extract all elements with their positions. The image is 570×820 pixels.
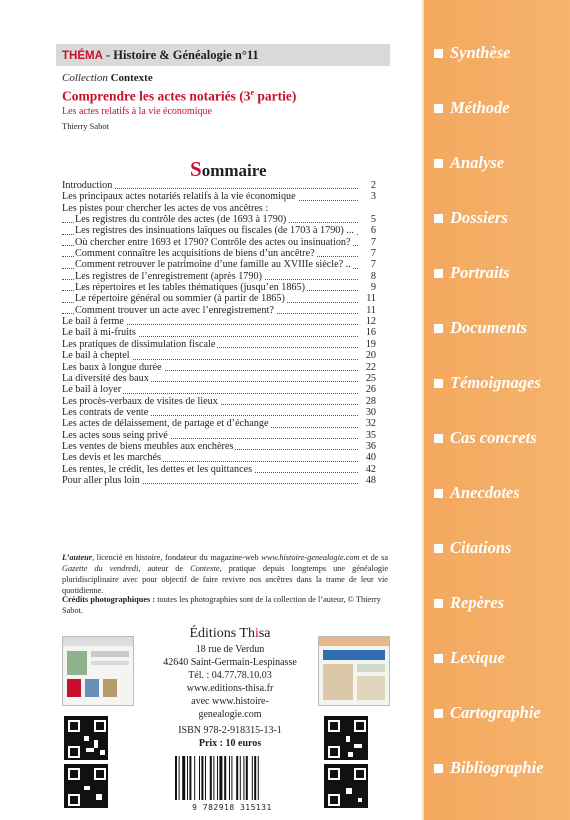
bullet-square-icon — [434, 654, 443, 663]
toc-page-number: 7 — [368, 248, 376, 259]
feature-item — [434, 260, 570, 315]
barcode-bar — [210, 756, 212, 800]
toc-label: Les pratiques de dissimulation fiscale — [62, 338, 216, 350]
barcode-bar — [189, 756, 191, 800]
barcode-bar — [179, 756, 180, 800]
toc-row — [62, 475, 376, 486]
feature-item — [434, 370, 570, 425]
book-title-sup: e — [250, 88, 255, 97]
toc-row — [62, 418, 376, 429]
barcode-bar — [201, 756, 203, 800]
bullet-square-icon — [434, 544, 443, 553]
toc-row — [62, 327, 376, 338]
feature-item — [434, 315, 570, 370]
toc-label: La diversité des baux — [62, 372, 149, 384]
toc-page-number: 22 — [363, 362, 376, 373]
toc-page-number: 8 — [368, 271, 376, 282]
bullet-square-icon — [434, 324, 443, 333]
toc-label: Les contrats de vente — [62, 406, 149, 418]
feature-item — [434, 150, 570, 205]
toc-row — [62, 350, 376, 361]
feature-item — [434, 95, 570, 150]
toc-label: Les registres de l’enregistrement (après 1790) — [75, 270, 262, 282]
barcode-bar — [246, 756, 248, 800]
author-note-gazette: Gazette du vendredi — [62, 564, 139, 573]
publisher-city: 42640 Saint-Germain-Lespinasse — [163, 657, 297, 668]
barcode-icon — [173, 756, 291, 808]
barcode-bar — [199, 756, 200, 800]
feature-item — [434, 480, 570, 535]
barcode-bar — [217, 756, 218, 800]
barcode-bar — [240, 756, 241, 800]
toc-row — [62, 180, 376, 191]
toc-page-number: 36 — [363, 441, 376, 452]
toc-row — [62, 430, 376, 441]
sommaire-rest: ommaire — [201, 161, 267, 180]
barcode-bar — [224, 756, 226, 800]
barcode-bar — [205, 756, 206, 800]
qr-code-right-icon — [324, 716, 368, 760]
toc-page-number: 6 — [368, 225, 376, 236]
toc-page-number: 32 — [363, 418, 376, 429]
toc-page-number: 11 — [363, 305, 376, 316]
barcode-bar — [175, 756, 177, 800]
bullet-square-icon — [434, 379, 443, 388]
feature-item — [434, 590, 570, 645]
feature-label: Portraits — [450, 263, 510, 282]
barcode-bar — [187, 756, 188, 800]
feature-label: Bibliographie — [450, 758, 544, 777]
book-title-end: partie) — [254, 88, 297, 104]
bullet-square-icon — [434, 159, 443, 168]
toc-page-number: 3 — [368, 191, 376, 202]
toc-page-number: 26 — [363, 384, 376, 395]
toc-label: Les rentes, le crédit, les dettes et les quittances — [62, 463, 253, 475]
series-header-bar — [56, 44, 390, 66]
toc-page-number: 7 — [368, 237, 376, 248]
feature-item — [434, 535, 570, 590]
feature-label: Analyse — [450, 153, 505, 172]
website-thumbnail-right — [318, 636, 390, 706]
author-note-text: , pratique depuis longtemps une généalogie pluridisciplinaire avec pour objectif de faire revivre nos ancêtres dans la trame de leur vie quotidienne. — [62, 564, 389, 595]
toc-label: Les registres des insinuations laïques ou fiscales (de 1703 à 1790) ... — [75, 225, 354, 237]
toc-row — [62, 464, 376, 475]
toc-label: Les procès-verbaux de visites de lieux — [62, 395, 218, 407]
publisher-block — [160, 625, 300, 721]
toc-row — [62, 452, 376, 463]
barcode-bar — [236, 756, 238, 800]
toc-row — [62, 237, 376, 248]
feature-label: Anecdotes — [450, 483, 520, 502]
toc-label: Le bail à loyer — [62, 384, 122, 396]
toc-label: Le bail à mi-fruits — [62, 327, 136, 339]
toc-label: Où chercher entre 1693 et 1790? Contrôle des actes ou insinuation? — [75, 236, 351, 248]
book-subtitle: Les actes relatifs à la vie économique — [62, 106, 212, 117]
toc-label: Les registres du contrôle des actes (de 1693 à 1790) — [75, 214, 287, 226]
toc-row — [62, 191, 376, 202]
toc-row — [62, 225, 376, 236]
collection-line — [62, 72, 153, 84]
toc-page-number: 40 — [363, 452, 376, 463]
feature-item — [434, 700, 570, 755]
toc-row — [62, 441, 376, 452]
toc-label: Comment connaître les acquisitions de biens d’un ancêtre? — [75, 248, 315, 260]
barcode-bar — [243, 756, 244, 800]
toc-row — [62, 282, 376, 293]
toc-page-number: 48 — [363, 475, 376, 486]
toc-row — [62, 373, 376, 384]
toc-row — [62, 214, 376, 225]
toc-row — [62, 293, 376, 304]
barcode-bar — [219, 756, 222, 800]
qr-code-left-lower-icon — [64, 764, 108, 808]
feature-label: Témoignages — [450, 373, 541, 392]
toc-row — [62, 396, 376, 407]
barcode-bar — [182, 756, 185, 800]
collection-prefix: Collection — [62, 72, 108, 84]
toc-label: Le bail à ferme — [62, 316, 124, 328]
toc-row — [62, 259, 376, 270]
barcode-number: 9 782918 315131 — [192, 803, 272, 812]
toc-label: Les actes de délaissement, de partage et d’échange — [62, 418, 269, 430]
qr-code-left-icon — [64, 716, 108, 760]
author-note-contexte: Contexte — [190, 564, 220, 573]
toc-page-number: 25 — [363, 373, 376, 384]
toc-label: Les ventes de biens meubles aux enchères — [62, 440, 234, 452]
barcode-bar — [231, 756, 232, 800]
barcode-bar — [229, 756, 230, 800]
publisher-phone: Tél. : 04.77.78.10.03 — [188, 670, 272, 681]
toc-row — [62, 248, 376, 259]
book-title — [62, 88, 296, 105]
toc-label: Les baux à longue durée — [62, 361, 162, 373]
toc-page-number: 30 — [363, 407, 376, 418]
toc-row — [62, 271, 376, 282]
barcode-bar — [254, 756, 256, 800]
feature-label: Citations — [450, 538, 512, 557]
table-of-contents — [62, 180, 376, 486]
bullet-square-icon — [434, 599, 443, 608]
toc-page-number: 16 — [363, 327, 376, 338]
author-note-text: et de sa — [359, 553, 389, 562]
publisher-name: Éditions Thisa — [189, 626, 271, 641]
publisher-street: 18 rue de Verdun — [195, 644, 265, 655]
feature-list — [434, 40, 570, 810]
collection-name: Contexte — [110, 72, 153, 84]
feature-label: Cas concrets — [450, 428, 537, 447]
barcode-bar — [213, 756, 214, 800]
price: Prix : 10 euros — [198, 738, 262, 749]
feature-item — [434, 425, 570, 480]
toc-label: Comment retrouver le patrimoine d’une famille au XVIIIe siècle? .. — [75, 259, 351, 271]
bullet-square-icon — [434, 709, 443, 718]
feature-label: Repères — [450, 593, 505, 612]
toc-page-number: 28 — [363, 396, 376, 407]
toc-page-number: 20 — [363, 350, 376, 361]
toc-row — [62, 339, 376, 350]
toc-label: Les répertoires et les tables thématiques (jusqu’en 1865) — [75, 282, 305, 294]
feature-label: Documents — [450, 318, 528, 337]
author-note-text: , licencié en histoire, fondateur du magazine-web — [91, 553, 262, 562]
publisher-website: www.editions-thisa.fr — [186, 683, 274, 694]
feature-item — [434, 40, 570, 95]
isbn-number: ISBN 978-2-918315-13-1 — [178, 725, 282, 736]
bullet-square-icon — [434, 269, 443, 278]
feature-label: Méthode — [450, 98, 510, 117]
bullet-square-icon — [434, 49, 443, 58]
toc-page-number: 7 — [368, 259, 376, 270]
feature-label: Lexique — [450, 648, 505, 667]
toc-label: Les pistes pour chercher les actes de vos ancêtres : — [62, 202, 269, 214]
toc-row — [62, 305, 376, 316]
website-thumbnail-left — [62, 636, 134, 706]
feature-label: Synthèse — [450, 43, 511, 62]
toc-page-number: 12 — [363, 316, 376, 327]
author-note — [62, 552, 388, 596]
sommaire-heading — [190, 157, 267, 182]
feature-label: Cartographie — [450, 703, 541, 722]
barcode-bar — [194, 756, 195, 800]
toc-label: Le bail à cheptel — [62, 350, 130, 362]
author-note-text: , auteur de — [138, 564, 191, 573]
toc-page-number: 5 — [368, 214, 376, 225]
toc-label: Comment trouver un acte avec l’enregistrement? — [75, 304, 274, 316]
series-title: - Histoire & Généalogie n°11 — [102, 48, 259, 62]
barcode-bar — [252, 756, 253, 800]
toc-row — [62, 384, 376, 395]
toc-label: Pour aller plus loin — [62, 474, 140, 486]
barcode-bar — [258, 756, 259, 800]
bullet-square-icon — [434, 434, 443, 443]
toc-page-number: 42 — [363, 464, 376, 475]
book-title-main: Comprendre les actes notariés (3 — [62, 88, 251, 104]
toc-label: Introduction — [62, 180, 113, 191]
toc-row — [62, 203, 376, 214]
toc-label: Le répertoire général ou sommier (à partir de 1865) — [75, 293, 285, 305]
photo-credits — [62, 594, 388, 616]
toc-label: Les principaux actes notariés relatifs à la vie économique — [62, 191, 296, 203]
toc-page-number: 35 — [363, 430, 376, 441]
toc-page-number: 19 — [363, 339, 376, 350]
book-author: Thierry Sabot — [62, 121, 109, 131]
sommaire-initial: S — [190, 157, 202, 181]
feature-item — [434, 645, 570, 700]
bullet-square-icon — [434, 214, 443, 223]
toc-label: Les actes sous seing privé — [62, 429, 168, 441]
toc-page-number: 2 — [368, 180, 376, 191]
publisher-website-2: avec www.histoire-genealogie.com — [191, 696, 269, 720]
author-note-site: www.histoire-genealogie.com — [261, 553, 360, 562]
credits-text: toutes les photographies sont de la collection de l’auteur, © Thierry Sabot. — [62, 595, 381, 615]
bullet-square-icon — [434, 764, 443, 773]
toc-row — [62, 316, 376, 327]
toc-page-number: 9 — [368, 282, 376, 293]
bullet-square-icon — [434, 104, 443, 113]
thema-logo-text: THÉMA — [62, 50, 103, 62]
toc-page-number: 11 — [363, 293, 376, 304]
sidebar-column — [422, 0, 570, 820]
qr-code-right-lower-icon — [324, 764, 368, 808]
isbn-block — [160, 724, 300, 750]
toc-row — [62, 407, 376, 418]
bullet-square-icon — [434, 489, 443, 498]
credits-lead: Crédits photographiques : — [62, 595, 156, 604]
toc-row — [62, 362, 376, 373]
feature-label: Dossiers — [450, 208, 508, 227]
feature-item — [434, 755, 570, 810]
toc-label: Les devis et les marchés — [62, 452, 162, 464]
feature-item — [434, 205, 570, 260]
author-note-lead: L’auteur — [62, 553, 92, 562]
